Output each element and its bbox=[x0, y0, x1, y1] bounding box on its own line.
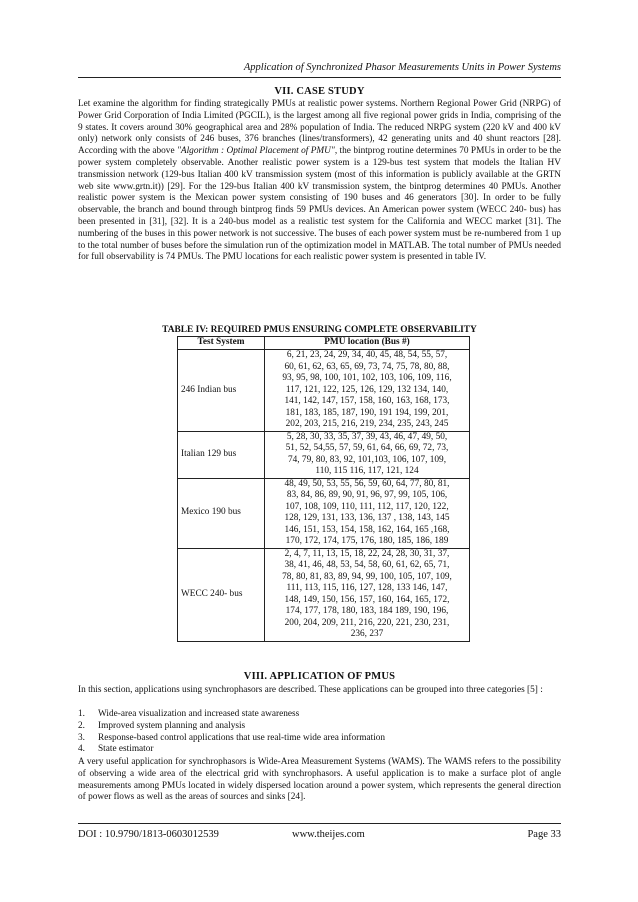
table-row bbox=[178, 431, 470, 478]
algorithm-reference: "Algorithm : Optimal Placement of PMU" bbox=[177, 146, 335, 157]
bus-list-line: 5, 28, 30, 33, 35, 37, 39, 43, 46, 47, 49, 50, bbox=[286, 431, 448, 442]
header-pmu-location: PMU location (Bus #) bbox=[265, 337, 470, 350]
pmu-location-cell bbox=[265, 431, 470, 478]
bus-list-line: 128, 129, 131, 133, 136, 137 , 138, 143, 145 bbox=[284, 513, 450, 523]
list-item: 3. Response-based control applications that use real-time wide area information bbox=[78, 732, 386, 743]
application-categories-list bbox=[78, 709, 561, 756]
header-test-system: Test System bbox=[178, 337, 265, 350]
footer-doi: DOI : 10.9790/1813-0603012539 bbox=[78, 829, 219, 840]
table-row bbox=[178, 350, 470, 432]
bus-list-line: 51, 52, 54,55, 57, 59, 61, 64, 66, 69, 72, 73, bbox=[285, 443, 449, 453]
bus-list-line: 78, 80, 81, 83, 89, 94, 99, 100, 105, 107, 109, bbox=[282, 571, 452, 582]
bus-list-line: 2, 4, 7, 11, 13, 15, 18, 22, 24, 28, 30, 31, 37, bbox=[284, 548, 450, 559]
bus-list-line: 110, 115 116, 117, 121, 124 bbox=[315, 466, 419, 476]
list-item: 1. Wide-area visualization and increased state awareness bbox=[78, 709, 300, 719]
case-study-text-part2: , the bintprog routine determines 70 PMUs in order to be the power system completely observable. Another realistic power system is a 129-bus test system that models the Italian HV transmission network (129-bus Italian 400 kV transmission system (most of this information is publicly available at the GRTN web site www.grtn.it)) [29]. For the 129-bus Italian 400 kV transmission system, the bintprog determines 40 PMUs. Another realistic power system is the Mexican power system consisting of 190 buses and 46 generators [30]. In order to be fully observable, the branch and bound through bintprog finds 59 PMUs devices. An American power system (WECC 240- bus) has been presented in [31], [32]. It is a 240-bus model as a realistic test system for the California and WECC market [31]. The numbering of the buses in this power network is not successive. The buses of each power system must be re-numbered from 1 up to the total number of buses before the simulation run of the optimization model in MATLAB. The total number of PMUs needed for full observability is 74 PMUs. The PMU locations for each realistic power system is presented in table IV. bbox=[78, 146, 562, 263]
wams-paragraph: A very useful application for synchrophasors is Wide-Area Measurement Systems (WAMS). The WAMS refers to the possibility of observing a wide area of the electrical grid with synchrophasors. A useful application is to make a surface plot of angle measurements among PMUs located in widely dispersed location around a power system, which represents the general direction of power flows as well as the areas of sources and sinks [24]. bbox=[78, 757, 561, 803]
table-row bbox=[178, 548, 470, 641]
table-header-row bbox=[178, 337, 470, 350]
section-heading-case-study: VII. CASE STUDY bbox=[274, 86, 365, 97]
pmu-location-cell bbox=[265, 350, 470, 432]
test-system-cell: Mexico 190 bus bbox=[178, 478, 265, 548]
bus-list-line: 6, 21, 23, 24, 29, 34, 40, 45, 48, 54, 55, 57, bbox=[286, 350, 448, 360]
bus-list-line: 174, 177, 178, 180, 183, 184 189, 190, 196, bbox=[285, 606, 449, 616]
test-system-cell: 246 Indian bus bbox=[178, 350, 265, 432]
footer-website: www.theijes.com bbox=[292, 829, 365, 840]
footer-rule bbox=[78, 823, 561, 824]
header-rule bbox=[78, 77, 561, 78]
list-item: 2. Improved system planning and analysis bbox=[78, 720, 246, 731]
bus-list-line: 148, 149, 150, 156, 157, 160, 164, 165, 172, bbox=[284, 594, 450, 605]
pmu-location-table bbox=[177, 336, 470, 642]
pmu-location-cell bbox=[265, 478, 470, 548]
bus-list-line: 170, 172, 174, 175, 176, 180, 185, 186, 189 bbox=[285, 536, 449, 546]
bus-list-line: 48, 49, 50, 53, 55, 56, 59, 60, 64, 77, 80, 81, bbox=[284, 478, 450, 489]
bus-list-line: 93, 95, 98, 100, 101, 102, 103, 106, 109, 116, bbox=[282, 373, 452, 383]
bus-list-line: 202, 203, 215, 216, 219, 234, 235, 243, 245 bbox=[285, 419, 449, 429]
bus-list-line: 38, 41, 46, 48, 53, 54, 58, 60, 61, 62, 65, 71, bbox=[284, 560, 450, 570]
case-study-text-part1: Let examine the algorithm for finding strategically PMUs at realistic power systems. Northern Regional Power Grid (NRPG) of Power Grid Corporation of India Limited (PGCIL), is the largest among all five regional power grids in India, comprising of the 9 states. It covers around 30% geographical area and 28% population of India. The reduced NRPG system (220 kV and 400 kV only) network only consists of 246 buses, 376 branches (lines/transformers), 42 generating units and 40 shunt reactors [28]. According with the above bbox=[78, 99, 561, 157]
bus-list-line: 146, 151, 153, 154, 158, 162, 164, 165 ,168, bbox=[284, 524, 450, 535]
test-system-cell: WECC 240- bus bbox=[178, 548, 265, 641]
bus-list-line: 181, 183, 185, 187, 190, 191 194, 199, 201, bbox=[285, 407, 449, 418]
table-caption: TABLE IV: REQUIRED PMUS ENSURING COMPLETE OBSERVABILITY bbox=[162, 325, 477, 335]
section-heading-applications: VIII. APPLICATION OF PMUS bbox=[243, 671, 396, 682]
footer-page-number: Page 33 bbox=[527, 829, 561, 840]
list-item: 4. State estimator bbox=[78, 744, 154, 755]
bus-list-line: 141, 142, 147, 157, 158, 160, 163, 168, 173, bbox=[284, 396, 450, 406]
test-system-cell: Italian 129 bus bbox=[178, 431, 265, 478]
bus-list-line: 60, 61, 62, 63, 65, 69, 73, 74, 75, 78, 80, 88, bbox=[284, 361, 450, 372]
case-study-paragraph bbox=[78, 99, 561, 264]
bus-list-line: 236, 237 bbox=[350, 629, 384, 639]
bus-list-line: 107, 108, 109, 110, 111, 112, 117, 120, 122, bbox=[285, 501, 449, 512]
pmu-location-cell bbox=[265, 548, 470, 641]
applications-intro: In this section, applications using synchrophasors are described. These applications can be grouped into three categories [5] : bbox=[78, 685, 543, 695]
bus-list-line: 74, 79, 80, 83, 92, 101,103, 106, 107, 109, bbox=[287, 454, 447, 465]
bus-list-line: 83, 84, 86, 89, 90, 91, 96, 97, 99, 105, 106, bbox=[286, 490, 448, 500]
bus-list-line: 200, 204, 209, 211, 216, 220, 221, 230, 231, bbox=[284, 617, 450, 628]
bus-list-line: 111, 113, 115, 116, 127, 128, 133 146, 147, bbox=[286, 583, 448, 593]
table-row bbox=[178, 478, 470, 548]
bus-list-line: 117, 121, 122, 125, 126, 129, 132 134, 140, bbox=[285, 384, 449, 395]
running-header: Application of Synchronized Phasor Measurements Units in Power Systems bbox=[243, 62, 561, 73]
